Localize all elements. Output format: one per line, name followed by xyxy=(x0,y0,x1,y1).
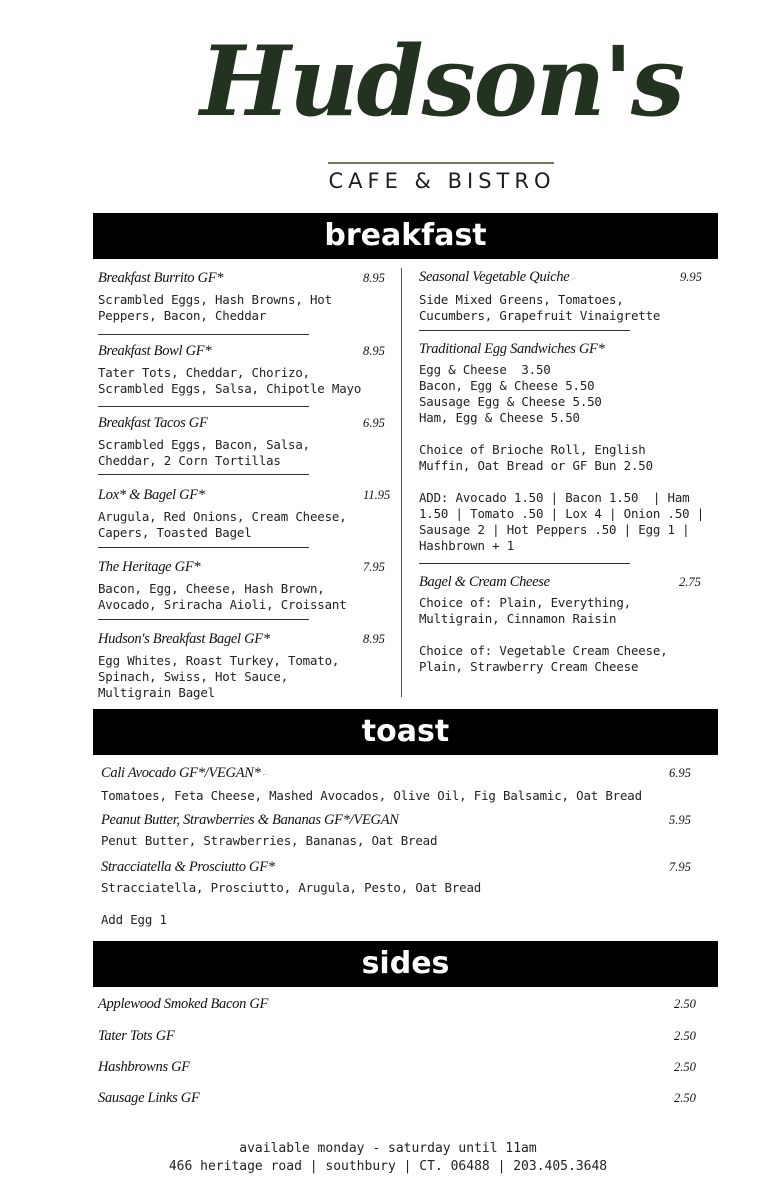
section-header-sides: sides xyxy=(93,941,718,987)
item-description: Tater Tots, Cheddar, Chorizo, Scrambled Eggs, Salsa, Chipotle Mayo xyxy=(98,365,362,396)
item-price: 6.95 xyxy=(363,416,385,430)
section-header-toast: toast xyxy=(93,709,718,755)
item-price: 2.50 xyxy=(674,1091,696,1105)
item-description: Egg & Cheese 3.50 Bacon, Egg & Cheese 5.50 Sausage Egg & Cheese 5.50 Ham, Egg & Cheese 5.50 xyxy=(419,362,602,425)
menu-item xyxy=(98,1027,698,1045)
item-price: 2.50 xyxy=(674,997,696,1011)
item-name: Seasonal Vegetable Quiche ⌐ xyxy=(419,269,577,285)
item-description: Egg Whites, Roast Turkey, Tomato, Spinach, Swiss, Hot Sauce, Multigrain Bagel xyxy=(98,653,340,700)
logo-subtitle: CAFE & BISTRO xyxy=(328,169,556,193)
logo-script: Hudson's xyxy=(200,25,683,138)
item-description: Penut Butter, Strawberries, Bananas, Oat Bread xyxy=(101,833,438,848)
item-price: 2.50 xyxy=(674,1029,696,1043)
logo xyxy=(200,22,683,193)
vegetarian-mark-icon: ⌐ xyxy=(571,274,577,283)
item-divider xyxy=(98,619,309,620)
footer-address: 466 heritage road | southbury | CT. 06488 | 203.405.3648 xyxy=(168,1159,608,1174)
item-divider xyxy=(98,547,309,548)
item-name: Traditional Egg Sandwiches GF* xyxy=(419,341,605,357)
column-divider xyxy=(401,268,402,697)
item-name: Peanut Butter, Strawberries & Bananas GF*/VEGAN xyxy=(101,812,399,828)
item-price: 5.95 xyxy=(669,813,691,827)
menu-item xyxy=(98,269,388,324)
item-price: 9.95 xyxy=(680,270,702,284)
item-name: Stracciatella & Prosciutto GF* xyxy=(101,859,275,875)
item-price: 7.95 xyxy=(363,560,385,574)
item-divider xyxy=(419,563,630,564)
menu-item xyxy=(101,764,701,804)
item-choice: Choice of Brioche Roll, English Muffin, Oat Bread or GF Bun 2.50 xyxy=(419,442,653,473)
item-price: 2.75 xyxy=(679,575,701,589)
item-name: Bagel & Cream Cheese xyxy=(419,574,550,590)
item-divider xyxy=(98,406,309,407)
item-price: 7.95 xyxy=(669,860,691,874)
menu-item xyxy=(419,573,709,675)
item-description: Scrambled Eggs, Bacon, Salsa, Cheddar, 2 Corn Tortillas xyxy=(98,437,310,468)
menu-item xyxy=(98,1089,698,1107)
item-description: Scrambled Eggs, Hash Browns, Hot Peppers, Bacon, Cheddar xyxy=(98,292,332,323)
logo-rule xyxy=(328,162,554,164)
item-price: 8.95 xyxy=(363,632,385,646)
item-name: Tater Tots GF xyxy=(98,1028,175,1044)
menu-item xyxy=(98,486,391,541)
item-name: Breakfast Tacos GF xyxy=(98,415,208,431)
item-name: Breakfast Bowl GF* xyxy=(98,343,212,359)
menu-item xyxy=(419,268,709,324)
item-price: 6.95 xyxy=(669,766,691,780)
item-description: Stracciatella, Prosciutto, Arugula, Pesto, Oat Bread xyxy=(101,880,482,895)
item-name: Lox* & Bagel GF* xyxy=(98,487,205,503)
item-description: Arugula, Red Onions, Cream Cheese, Capers, Toasted Bagel xyxy=(98,509,347,540)
menu-item xyxy=(98,342,388,397)
item-name: The Heritage GF* xyxy=(98,559,201,575)
item-description: Bacon, Egg, Cheese, Hash Brown, Avocado, Sriracha Aioli, Croissant xyxy=(98,581,347,612)
item-price: 11.95 xyxy=(363,488,391,502)
item-description: Tomatoes, Feta Cheese, Mashed Avocados, Olive Oil, Fig Balsamic, Oat Bread xyxy=(101,788,642,803)
item-price: 8.95 xyxy=(363,344,385,358)
item-name: Breakfast Burrito GF* xyxy=(98,270,224,286)
menu-item xyxy=(98,630,388,701)
item-addons: ADD: Avocado 1.50 | Bacon 1.50 | Ham 1.50 | Tomato .50 | Lox 4 | Onion .50 | Sausage 2 | Hot Peppers .50 | Egg 1 | Hashbrown + 1 xyxy=(419,490,705,553)
menu-item xyxy=(98,1058,698,1076)
menu-item xyxy=(101,858,701,896)
item-name: Hudson's Breakfast Bagel GF* xyxy=(98,631,270,647)
menu-item xyxy=(101,811,701,849)
item-divider xyxy=(98,334,309,335)
menu-item xyxy=(419,340,709,554)
item-description: Side Mixed Greens, Tomatoes, Cucumbers, Grapefruit Vinaigrette xyxy=(419,292,661,323)
item-price: 8.95 xyxy=(363,271,385,285)
item-name: Hashbrowns GF xyxy=(98,1059,190,1075)
menu-item xyxy=(98,414,388,469)
item-name: Sausage Links GF xyxy=(98,1090,200,1106)
footer-hours: available monday - saturday until 11am xyxy=(239,1141,537,1156)
toast-addon: Add Egg 1 xyxy=(101,912,167,927)
item-divider xyxy=(98,474,309,475)
section-header-breakfast: breakfast xyxy=(93,213,718,259)
menu-item xyxy=(98,995,698,1013)
item-name: Cali Avocado GF*/VEGAN* ⌐ xyxy=(101,765,268,781)
item-description: Choice of: Plain, Everything, Multigrain, Cinnamon Raisin xyxy=(419,595,631,626)
vegetarian-mark-icon: ⌐ xyxy=(262,770,268,779)
menu-item xyxy=(98,558,388,613)
item-price: 2.50 xyxy=(674,1060,696,1074)
item-divider xyxy=(419,330,630,331)
item-description: Choice of: Vegetable Cream Cheese, Plain, Strawberry Cream Cheese xyxy=(419,643,668,674)
item-name: Applewood Smoked Bacon GF xyxy=(98,996,269,1012)
